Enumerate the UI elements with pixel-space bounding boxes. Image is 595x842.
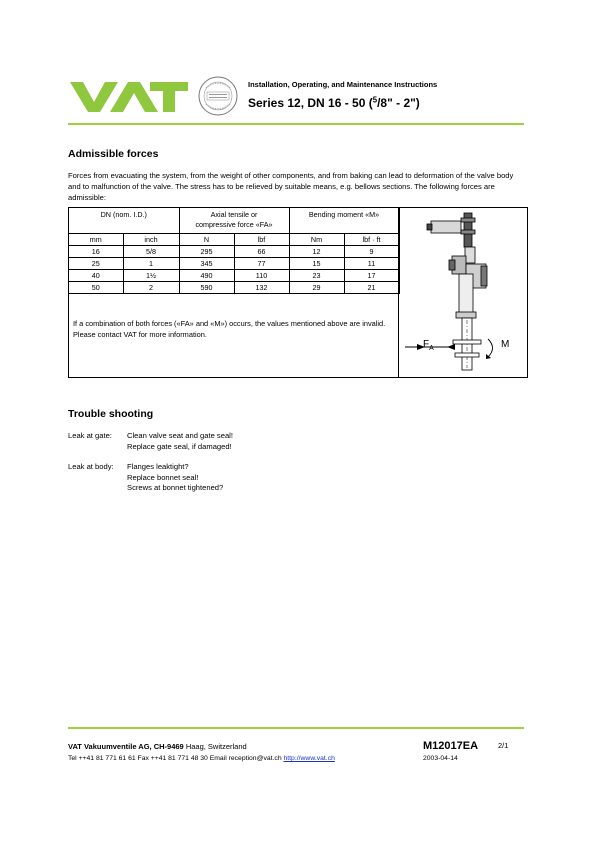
header-dn: DN (nom. I.D.) xyxy=(69,208,179,234)
cell: 17 xyxy=(344,270,399,282)
cell: 490 xyxy=(179,270,234,282)
page-title: Series 12, DN 16 - 50 ($^5$/8" - 2") xyxy=(248,95,420,110)
iso-certification-seal xyxy=(198,76,238,116)
cell: 23 xyxy=(289,270,344,282)
cell: 11 xyxy=(344,258,399,270)
header-bending-moment: Bending moment «M» xyxy=(289,208,399,234)
cell: 29 xyxy=(289,282,344,294)
section-heading-trouble-shooting: Trouble shooting xyxy=(68,408,154,420)
cell: 40 xyxy=(69,270,123,282)
trouble-line: Replace gate seal, if damaged! xyxy=(127,441,232,451)
moment-label: M xyxy=(501,339,510,350)
contact-line: Tel ++41 81 771 61 61 Fax ++41 81 771 48 30 Email reception@vat.ch http://www.vat.ch xyxy=(68,755,335,762)
unit-inch: inch xyxy=(123,234,179,246)
valve-force-diagram xyxy=(398,208,529,378)
forces-table xyxy=(69,208,400,294)
unit-nm: Nm xyxy=(289,234,344,246)
bending-moment-arrow-icon xyxy=(485,336,499,360)
cell: 16 xyxy=(69,246,123,258)
cell: 295 xyxy=(179,246,234,258)
cell: 21 xyxy=(344,282,399,294)
cell: 66 xyxy=(234,246,289,258)
footer-divider xyxy=(68,727,524,729)
header-axial-force: Axial tensile or compressive force «FA» xyxy=(179,208,289,234)
table-row xyxy=(69,258,399,270)
table-row xyxy=(69,282,399,294)
unit-lbf-ft: lbf · ft xyxy=(344,234,399,246)
cell: 110 xyxy=(234,270,289,282)
forces-box xyxy=(68,207,528,378)
force-label: $F_A$ xyxy=(423,339,434,352)
cell: 12 xyxy=(289,246,344,258)
cell: 345 xyxy=(179,258,234,270)
cell: 25 xyxy=(69,258,123,270)
table-row xyxy=(69,246,399,258)
website-link[interactable]: http://www.vat.ch xyxy=(283,755,335,762)
cell: 50 xyxy=(69,282,123,294)
cell: 590 xyxy=(179,282,234,294)
cell: 1 xyxy=(123,258,179,270)
cell: 9 xyxy=(344,246,399,258)
trouble-line: Flanges leaktight? xyxy=(127,462,189,471)
cell: 15 xyxy=(289,258,344,270)
cell: 5/8 xyxy=(123,246,179,258)
company-line: VAT Vakuumventile AG, CH-9469 Haag, Switzerland xyxy=(68,742,247,751)
document-number: M12017EA xyxy=(423,740,479,752)
unit-mm: mm xyxy=(69,234,123,246)
admissible-forces-paragraph: Forces from evacuating the system, from the weight of other components, and from baking can lead to deformation of the valve body and to malfunction of the valve. The stress has to be relieved by suitable means, e.g. bellows sections. The following forces are admissible: xyxy=(68,171,514,202)
cell: 1½ xyxy=(123,270,179,282)
unit-n: N xyxy=(179,234,234,246)
vat-logo xyxy=(70,80,188,114)
header-divider xyxy=(68,123,524,125)
document-subtitle: Installation, Operating, and Maintenance Instructions xyxy=(248,80,438,89)
cell: 132 xyxy=(234,282,289,294)
trouble-line: Replace bonnet seal! xyxy=(127,472,199,482)
cell: 77 xyxy=(234,258,289,270)
trouble-label-gate: Leak at gate: xyxy=(68,431,112,440)
section-heading-admissible-forces: Admissible forces xyxy=(68,148,159,160)
cell: 2 xyxy=(123,282,179,294)
unit-lbf: lbf xyxy=(234,234,289,246)
trouble-label-body: Leak at body: xyxy=(68,462,114,471)
combination-note: If a combination of both forces («FA» and «M») occurs, the values mentioned above are invalid. Please contact VAT for more information. xyxy=(73,319,386,339)
document-date: 2003-04-14 xyxy=(423,755,458,762)
trouble-line: Screws at bonnet tightened? xyxy=(127,483,224,492)
trouble-line: Clean valve seat and gate seal! xyxy=(127,431,233,440)
page-number: 2/1 xyxy=(498,741,509,750)
table-row xyxy=(69,270,399,282)
